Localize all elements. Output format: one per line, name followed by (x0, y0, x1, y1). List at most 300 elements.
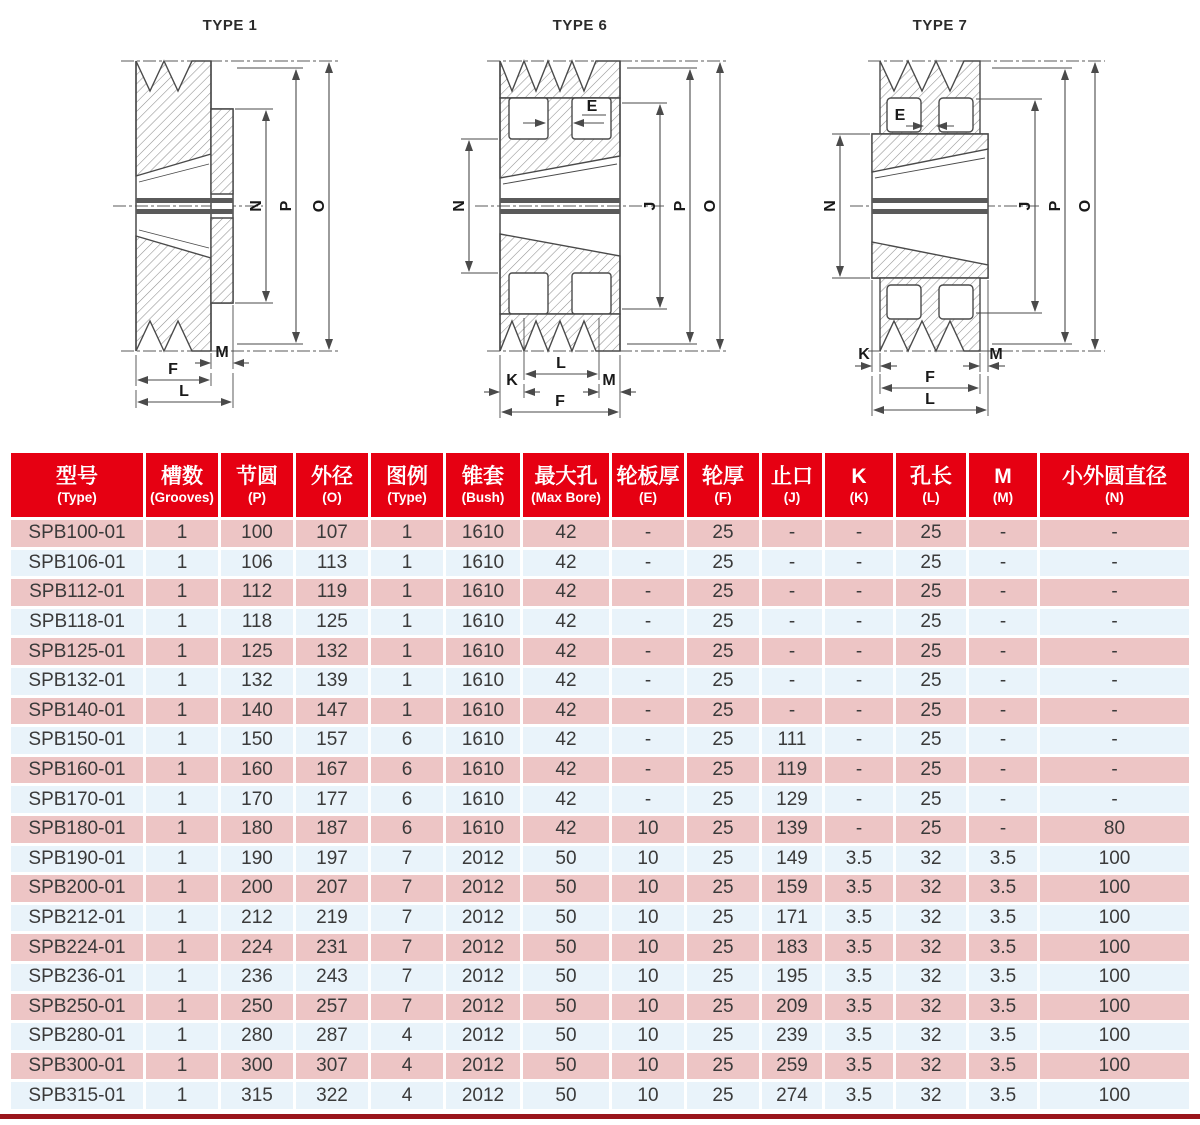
column-header-10: 止口 (J) (762, 453, 822, 517)
table-cell: 25 (687, 579, 759, 606)
table-row (11, 964, 1189, 991)
table-cell: - (1040, 757, 1189, 784)
table-cell: 25 (687, 786, 759, 813)
table-cell: - (969, 698, 1037, 725)
table-cell: 25 (687, 609, 759, 636)
table-cell: 42 (523, 609, 609, 636)
table-cell: 50 (523, 846, 609, 873)
table-cell: 32 (896, 964, 966, 991)
diagram-title: TYPE 7 (912, 17, 968, 34)
table-cell: 25 (687, 727, 759, 754)
rim-section-bottom (136, 236, 211, 351)
table-cell: - (1040, 520, 1189, 547)
table-cell: 315 (221, 1082, 293, 1109)
table-cell: 25 (896, 757, 966, 784)
lightening-window (939, 98, 973, 132)
pulley-cross-section (822, 61, 1105, 416)
table-row (11, 727, 1189, 754)
table-cell: SPB180-01 (11, 816, 143, 843)
table-cell: 25 (896, 609, 966, 636)
table-cell: 6 (371, 816, 443, 843)
table-cell: 1610 (446, 698, 520, 725)
column-header-1: 型号 (Type) (11, 453, 143, 517)
table-cell: 113 (296, 550, 368, 577)
table-cell: 160 (221, 757, 293, 784)
table-row (11, 816, 1189, 843)
table-cell: 1610 (446, 520, 520, 547)
table-cell: 1 (146, 638, 218, 665)
table-cell: 10 (612, 964, 684, 991)
diagram-title: TYPE 6 (552, 17, 608, 34)
table-cell: 1 (146, 727, 218, 754)
table-cell: SPB132-01 (11, 668, 143, 695)
table-cell: SPB140-01 (11, 698, 143, 725)
table-cell: - (1040, 609, 1189, 636)
table-cell: 149 (762, 846, 822, 873)
table-cell: 1 (146, 579, 218, 606)
dim-label-p: P (672, 200, 689, 212)
table-cell: 139 (296, 668, 368, 695)
table-cell: - (612, 579, 684, 606)
table-cell: 100 (1040, 875, 1189, 902)
table-row (11, 846, 1189, 873)
table-cell: - (969, 816, 1037, 843)
table-cell: SPB315-01 (11, 1082, 143, 1109)
table-cell: 2012 (446, 846, 520, 873)
dimension-o (702, 63, 720, 349)
table-cell: 100 (221, 520, 293, 547)
table-cell: - (762, 520, 822, 547)
table-cell: 25 (687, 1023, 759, 1050)
bore-line (500, 209, 620, 214)
table-cell: 119 (762, 757, 822, 784)
table-cell: 42 (523, 550, 609, 577)
table-cell: 42 (523, 638, 609, 665)
dim-label-j: J (1017, 201, 1034, 211)
table-cell: 100 (1040, 1082, 1189, 1109)
table-cell: 42 (523, 786, 609, 813)
table-row (11, 934, 1189, 961)
table-cell: 80 (1040, 816, 1189, 843)
dimension-n (451, 139, 498, 273)
table-cell: 32 (896, 1023, 966, 1050)
table-cell: SPB224-01 (11, 934, 143, 961)
bore-line (136, 209, 233, 214)
table-cell: 1 (146, 786, 218, 813)
table-cell: 10 (612, 875, 684, 902)
table-cell: - (612, 698, 684, 725)
table-cell: 1 (371, 550, 443, 577)
column-header-6: 锥套 (Bush) (446, 453, 520, 517)
table-cell: 4 (371, 1023, 443, 1050)
table-cell: - (825, 609, 893, 636)
column-header-11: K (K) (825, 453, 893, 517)
table-cell: 200 (221, 875, 293, 902)
table-cell: 25 (687, 994, 759, 1021)
table-cell: 25 (687, 668, 759, 695)
table-cell: 25 (687, 520, 759, 547)
table-cell: 2012 (446, 875, 520, 902)
table-cell: 3.5 (969, 1082, 1037, 1109)
table-cell: 3.5 (825, 905, 893, 932)
table-cell: 42 (523, 579, 609, 606)
table-cell: 1610 (446, 816, 520, 843)
table-cell: 42 (523, 757, 609, 784)
dim-label-f: F (925, 369, 935, 386)
table-cell: - (612, 757, 684, 784)
table-cell: 10 (612, 1053, 684, 1080)
table-cell: 1610 (446, 638, 520, 665)
table-cell: 3.5 (825, 934, 893, 961)
table-cell: 125 (296, 609, 368, 636)
table-cell: 1610 (446, 757, 520, 784)
table-cell: 3.5 (969, 934, 1037, 961)
table-cell: 25 (687, 846, 759, 873)
dim-label-m: M (215, 344, 229, 361)
table-cell: 2012 (446, 1053, 520, 1080)
dim-label-o: O (311, 199, 328, 213)
lightening-window (939, 285, 973, 319)
table-cell: 100 (1040, 1023, 1189, 1050)
dim-label-o: O (1077, 199, 1094, 213)
table-cell: 2012 (446, 1082, 520, 1109)
table-cell: 42 (523, 520, 609, 547)
table-cell: - (825, 579, 893, 606)
table-cell: - (969, 727, 1037, 754)
dim-label-o: O (702, 199, 719, 213)
table-cell: 224 (221, 934, 293, 961)
table-cell: - (1040, 727, 1189, 754)
table-cell: 1 (146, 964, 218, 991)
table-cell: 3.5 (825, 964, 893, 991)
table-cell: 25 (896, 727, 966, 754)
table-cell: - (762, 638, 822, 665)
table-cell: 140 (221, 698, 293, 725)
dim-label-j: J (642, 201, 659, 211)
table-cell: 1 (371, 698, 443, 725)
pulley-cross-section (113, 61, 339, 408)
table-cell: 3.5 (825, 994, 893, 1021)
table-cell: - (1040, 550, 1189, 577)
dim-label-f: F (555, 393, 565, 410)
rim-section-top (136, 61, 211, 176)
table-cell: - (1040, 698, 1189, 725)
table-cell: 322 (296, 1082, 368, 1109)
table-cell: 100 (1040, 905, 1189, 932)
table-cell: 25 (687, 816, 759, 843)
diagram-type-7 (800, 0, 1200, 450)
table-cell: 6 (371, 757, 443, 784)
table-cell: 7 (371, 964, 443, 991)
table-cell: 107 (296, 520, 368, 547)
table-row (11, 905, 1189, 932)
table-cell: 7 (371, 875, 443, 902)
table-cell: 25 (687, 1082, 759, 1109)
column-header-14: 小外圆直径 (N) (1040, 453, 1189, 517)
table-cell: SPB200-01 (11, 875, 143, 902)
dimension-l (136, 373, 233, 408)
table-header (11, 453, 1189, 517)
dimension-j (622, 103, 667, 309)
table-cell: 167 (296, 757, 368, 784)
table-cell: 106 (221, 550, 293, 577)
table-cell: SPB112-01 (11, 579, 143, 606)
table-cell: 25 (896, 668, 966, 695)
dim-label-e: E (586, 98, 598, 115)
table-cell: 3.5 (969, 1053, 1037, 1080)
table-cell: 25 (896, 786, 966, 813)
table-cell: 42 (523, 668, 609, 695)
table-cell: 25 (687, 964, 759, 991)
dimension-f (136, 355, 211, 386)
table-cell: SPB100-01 (11, 520, 143, 547)
table-cell: 32 (896, 875, 966, 902)
table-cell: 25 (687, 905, 759, 932)
table-cell: 250 (221, 994, 293, 1021)
dim-label-n: N (248, 200, 265, 212)
table-row (11, 786, 1189, 813)
table-cell: 50 (523, 905, 609, 932)
table-cell: - (825, 550, 893, 577)
table-cell: 1610 (446, 668, 520, 695)
column-header-12: 孔长 (L) (896, 453, 966, 517)
table-cell: - (1040, 786, 1189, 813)
diagram-type-1 (0, 0, 400, 450)
table-cell: 42 (523, 816, 609, 843)
header-row (11, 453, 1189, 517)
table-cell: 150 (221, 727, 293, 754)
table-cell: 50 (523, 1023, 609, 1050)
table-cell: 2012 (446, 994, 520, 1021)
table-row (11, 609, 1189, 636)
table-cell: 118 (221, 609, 293, 636)
table-cell: 25 (896, 579, 966, 606)
table-cell: 1610 (446, 579, 520, 606)
table-cell: 3.5 (969, 1023, 1037, 1050)
table-cell: - (612, 520, 684, 547)
bore-line (500, 198, 620, 203)
table-cell: 25 (896, 816, 966, 843)
table-cell: 3.5 (825, 846, 893, 873)
table-cell: - (825, 727, 893, 754)
table-cell: - (825, 757, 893, 784)
table-cell: 157 (296, 727, 368, 754)
table-cell: 25 (687, 550, 759, 577)
table-cell: - (825, 698, 893, 725)
table-cell: 3.5 (969, 875, 1037, 902)
table-cell: 259 (762, 1053, 822, 1080)
table-cell: 32 (896, 1082, 966, 1109)
table-cell: 1 (146, 520, 218, 547)
table-cell: - (762, 550, 822, 577)
table-cell: - (969, 609, 1037, 636)
table-cell: 3.5 (969, 905, 1037, 932)
table-cell: - (825, 668, 893, 695)
dim-label-p: P (1047, 200, 1064, 212)
table-cell: 1 (371, 668, 443, 695)
table-cell: 10 (612, 934, 684, 961)
table-cell: 32 (896, 905, 966, 932)
table-cell: 129 (762, 786, 822, 813)
table-cell: 177 (296, 786, 368, 813)
table-cell: 1 (146, 905, 218, 932)
pulley-diagrams (0, 0, 1200, 450)
table-cell: 170 (221, 786, 293, 813)
table-cell: 25 (896, 638, 966, 665)
table-cell: 1 (146, 875, 218, 902)
table-cell: 125 (221, 638, 293, 665)
table-cell: 100 (1040, 846, 1189, 873)
table-cell: 3.5 (825, 1053, 893, 1080)
rim-section-top (500, 61, 620, 98)
table-cell: 42 (523, 698, 609, 725)
table-cell: SPB250-01 (11, 994, 143, 1021)
table-row (11, 579, 1189, 606)
table-cell: - (969, 638, 1037, 665)
table-cell: SPB212-01 (11, 905, 143, 932)
table-cell: 1610 (446, 609, 520, 636)
table-cell: 132 (221, 668, 293, 695)
table-cell: 147 (296, 698, 368, 725)
dim-label-p: P (278, 200, 295, 212)
table-cell: 10 (612, 994, 684, 1021)
table-cell: 3.5 (825, 1023, 893, 1050)
dim-label-f: F (168, 361, 178, 378)
table-cell: 100 (1040, 964, 1189, 991)
table-cell: - (969, 786, 1037, 813)
lightening-window (572, 273, 611, 314)
table-cell: 3.5 (969, 994, 1037, 1021)
table-cell: 1 (371, 609, 443, 636)
column-header-13: M (M) (969, 453, 1037, 517)
table-cell: 6 (371, 786, 443, 813)
table-cell: 10 (612, 905, 684, 932)
dimension-k (484, 355, 540, 418)
column-header-9: 轮厚 (F) (687, 453, 759, 517)
table-cell: 183 (762, 934, 822, 961)
table-cell: SPB190-01 (11, 846, 143, 873)
dim-label-n: N (451, 200, 468, 212)
table-cell: - (825, 638, 893, 665)
pulley-cross-section (451, 61, 727, 418)
table-cell: 1 (371, 520, 443, 547)
table-cell: 100 (1040, 994, 1189, 1021)
table-cell: - (825, 786, 893, 813)
table-cell: 2012 (446, 1023, 520, 1050)
table-cell: - (969, 520, 1037, 547)
table-cell: 1 (146, 994, 218, 1021)
table-cell: 207 (296, 875, 368, 902)
dim-label-k: K (858, 346, 870, 363)
table-cell: 171 (762, 905, 822, 932)
table-cell: - (969, 550, 1037, 577)
table-cell: 195 (762, 964, 822, 991)
table-cell: 25 (687, 638, 759, 665)
bore-line (136, 198, 233, 203)
dim-label-e: E (894, 107, 906, 124)
table-cell: 3.5 (825, 875, 893, 902)
table-cell: 42 (523, 727, 609, 754)
table-row (11, 1023, 1189, 1050)
table-cell: 7 (371, 994, 443, 1021)
table-cell: 280 (221, 1023, 293, 1050)
dim-label-m: M (989, 346, 1003, 363)
table-cell: 231 (296, 934, 368, 961)
table-cell: 3.5 (825, 1082, 893, 1109)
table-cell: - (612, 638, 684, 665)
table-cell: 25 (687, 698, 759, 725)
table-cell: 100 (1040, 1053, 1189, 1080)
table-cell: 219 (296, 905, 368, 932)
table-cell: 2012 (446, 964, 520, 991)
next-section-strip (0, 1114, 1200, 1119)
table-cell: - (762, 698, 822, 725)
lightening-window (887, 285, 921, 319)
table-cell: 197 (296, 846, 368, 873)
table-cell: 10 (612, 1023, 684, 1050)
table-cell: 209 (762, 994, 822, 1021)
dim-label-l: L (925, 391, 935, 408)
column-header-2: 槽数 (Grooves) (146, 453, 218, 517)
table-cell: 50 (523, 934, 609, 961)
lightening-window (509, 98, 548, 139)
table-cell: 32 (896, 1053, 966, 1080)
table-cell: - (1040, 668, 1189, 695)
dimension-o (1077, 63, 1095, 349)
table-cell: SPB118-01 (11, 609, 143, 636)
table-cell: 112 (221, 579, 293, 606)
column-header-8: 轮板厚 (E) (612, 453, 684, 517)
table-cell: 6 (371, 727, 443, 754)
diagram-title: TYPE 1 (202, 17, 258, 34)
table-row (11, 668, 1189, 695)
table-row (11, 550, 1189, 577)
table-cell: SPB160-01 (11, 757, 143, 784)
table-cell: 1610 (446, 550, 520, 577)
table-cell: 50 (523, 964, 609, 991)
table-cell: 2012 (446, 905, 520, 932)
table-cell: 100 (1040, 934, 1189, 961)
table-cell: 1 (146, 846, 218, 873)
table-cell: 1 (146, 816, 218, 843)
table-cell: 25 (687, 875, 759, 902)
table-body (11, 520, 1189, 1109)
table-cell: 1 (371, 638, 443, 665)
table-cell: 1 (146, 1023, 218, 1050)
table-cell: 25 (896, 520, 966, 547)
column-header-7: 最大孔 (Max Bore) (523, 453, 609, 517)
table-cell: - (612, 609, 684, 636)
table-cell: 1 (146, 550, 218, 577)
table-cell: - (825, 520, 893, 547)
table-cell: - (612, 668, 684, 695)
table-cell: SPB170-01 (11, 786, 143, 813)
table-cell: 1 (146, 934, 218, 961)
dimension-f (502, 393, 618, 412)
table-cell: - (762, 668, 822, 695)
table-cell: 132 (296, 638, 368, 665)
table-cell: 1610 (446, 786, 520, 813)
table-cell: - (612, 786, 684, 813)
table-cell: SPB236-01 (11, 964, 143, 991)
table-cell: 7 (371, 934, 443, 961)
table-row (11, 698, 1189, 725)
lightening-window (509, 273, 548, 314)
table-cell: 139 (762, 816, 822, 843)
table-cell: 25 (896, 698, 966, 725)
table-cell: - (1040, 579, 1189, 606)
dimension-m (583, 355, 636, 418)
